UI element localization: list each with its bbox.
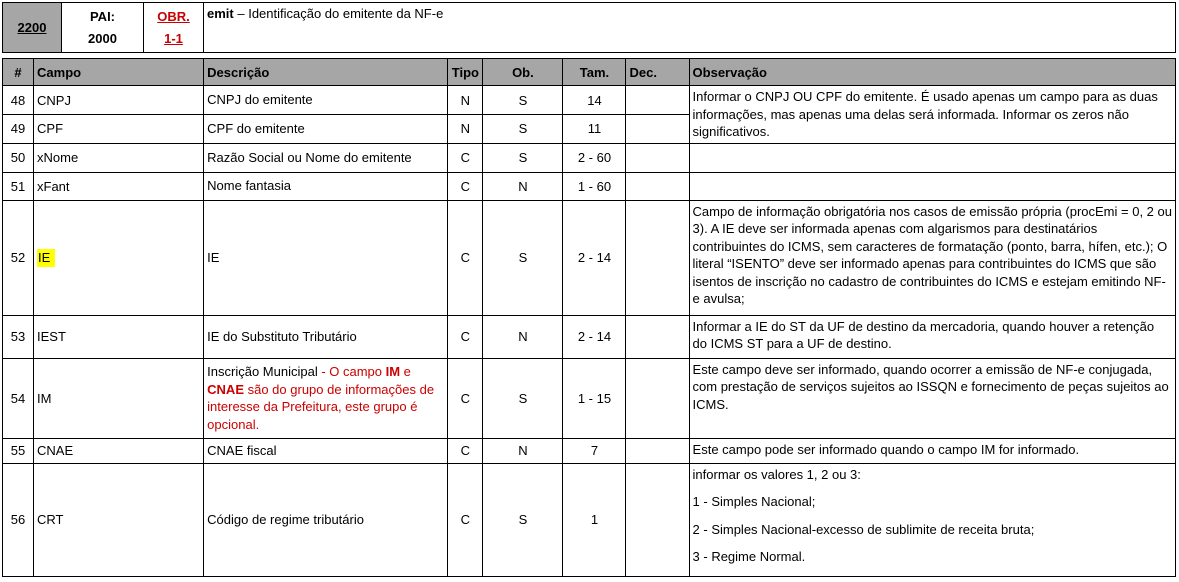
- row-number: 49: [3, 115, 34, 143]
- field-description: Razão Social ou Nome do emitente: [204, 143, 448, 172]
- field-observation: [689, 172, 1175, 200]
- column-header-num: #: [3, 59, 34, 86]
- field-description: Nome fantasia: [204, 172, 448, 200]
- field-name: xNome: [34, 143, 204, 172]
- row-number: 51: [3, 172, 34, 200]
- field-type: C: [448, 200, 483, 315]
- row-number: 50: [3, 143, 34, 172]
- row-number: 53: [3, 315, 34, 358]
- field-type: N: [448, 86, 483, 115]
- description-text: Inscrição Municipal: [207, 364, 322, 379]
- field-size: 1: [563, 463, 626, 576]
- field-observation: Campo de informação obrigatória nos casos de emissão própria (procEmi = 0, 2 ou 3). A IE deve ser informada apenas com algarismos para destinatários contribuintes do ICMS, sem caracteres de formatação (ponto, barra, hífen, etc.); O literal “ISENTO” deve ser informado apenas para contribuintes do ICMS que são isentos de inscrição no cadastro de contribuintes do ICMS e estejam emitindo NF-e avulsa;: [689, 200, 1175, 315]
- row-number: 54: [3, 358, 34, 438]
- obr-value: 1-1: [164, 31, 183, 46]
- field-size: 2 - 60: [563, 143, 626, 172]
- field-required: S: [483, 115, 563, 143]
- field-size: 11: [563, 115, 626, 143]
- fields-table: [2, 58, 1176, 577]
- table-row: [3, 358, 1176, 438]
- field-type: C: [448, 143, 483, 172]
- field-observation: Este campo deve ser informado, quando ocorrer a emissão de NF-e conjugada, com prestação de serviços sujeitos ao ISSQN e fornecimento de peças sujeitos ao ICMS.: [689, 358, 1175, 438]
- field-decimals: [626, 172, 689, 200]
- field-decimals: [626, 143, 689, 172]
- row-number: 56: [3, 463, 34, 576]
- field-decimals: [626, 86, 689, 115]
- field-required: S: [483, 143, 563, 172]
- field-description: CNAE fiscal: [204, 438, 448, 463]
- field-size: 1 - 15: [563, 358, 626, 438]
- group-header-band: [2, 2, 1176, 53]
- field-decimals: [626, 315, 689, 358]
- field-decimals: [626, 358, 689, 438]
- field-name: CNPJ: [34, 86, 204, 115]
- group-tag: emit: [207, 6, 234, 21]
- table-body: [3, 86, 1176, 577]
- table-row: [3, 143, 1176, 172]
- field-decimals: [626, 200, 689, 315]
- column-header-campo: Campo: [34, 59, 204, 86]
- obr-label: OBR.: [157, 9, 190, 24]
- column-header-dec: Dec.: [626, 59, 689, 86]
- field-size: 2 - 14: [563, 315, 626, 358]
- field-observation: Este campo pode ser informado quando o campo IM for informado.: [689, 438, 1175, 463]
- table-row: [3, 172, 1176, 200]
- field-size: 1 - 60: [563, 172, 626, 200]
- field-required: S: [483, 200, 563, 315]
- field-description: IE do Substituto Tributário: [204, 315, 448, 358]
- field-required: S: [483, 463, 563, 576]
- field-decimals: [626, 438, 689, 463]
- column-header-ob: Ob.: [483, 59, 563, 86]
- description-red-note: CNAE: [207, 381, 244, 397]
- field-required: S: [483, 358, 563, 438]
- table-header-row: [3, 59, 1176, 86]
- pai-value: 2000: [88, 31, 117, 46]
- field-name: CRT: [34, 463, 204, 576]
- group-id-cell: [2, 2, 62, 53]
- description-red-note: e: [400, 364, 411, 379]
- field-name: [34, 200, 204, 315]
- field-description: CNPJ do emitente: [204, 86, 448, 115]
- field-name: CPF: [34, 115, 204, 143]
- row-number: 52: [3, 200, 34, 315]
- observation-paragraph: 3 - Regime Normal.: [692, 549, 806, 564]
- row-number: 48: [3, 86, 34, 115]
- field-type: C: [448, 315, 483, 358]
- field-observation: Informar a IE do ST da UF de destino da mercadoria, quando houver a retenção do ICMS ST para a UF de destino.: [689, 315, 1175, 358]
- field-observation: [689, 143, 1175, 172]
- observation-paragraph: 2 - Simples Nacional-excesso de sublimite de receita bruta;: [692, 521, 1035, 537]
- field-name: IEST: [34, 315, 204, 358]
- field-size: 14: [563, 86, 626, 115]
- column-header-descricao: Descrição: [204, 59, 448, 86]
- field-type: C: [448, 172, 483, 200]
- field-required: N: [483, 172, 563, 200]
- table-row: [3, 200, 1176, 315]
- field-type: C: [448, 463, 483, 576]
- field-type: C: [448, 438, 483, 463]
- occurrence-cell: [144, 2, 204, 53]
- group-title-cell: [204, 2, 1176, 53]
- column-header-tipo: Tipo: [448, 59, 483, 86]
- field-decimals: [626, 463, 689, 576]
- observation-paragraph: 1 - Simples Nacional;: [692, 494, 816, 509]
- field-size: 7: [563, 438, 626, 463]
- field-name: xFant: [34, 172, 204, 200]
- description-red-note: - O campo: [321, 364, 386, 379]
- field-description: Código de regime tributário: [204, 463, 448, 576]
- highlighted-field-name: IE: [37, 249, 55, 267]
- field-observation: [689, 463, 1175, 576]
- table-header: [3, 59, 1176, 86]
- column-header-observacao: Observação: [689, 59, 1175, 86]
- field-description: IE: [204, 200, 448, 315]
- field-observation: Informar o CNPJ OU CPF do emitente. É usado apenas um campo para as duas informações, mas apenas uma delas será informada. Informar os zeros não significativos.: [689, 86, 1175, 144]
- group-id: 2200: [17, 20, 47, 35]
- column-header-tam: Tam.: [563, 59, 626, 86]
- pai-label: PAI:: [89, 9, 116, 24]
- description-red-note: são do grupo de informações de interesse da Prefeitura, este grupo é opcional.: [207, 381, 435, 432]
- parent-group-cell: [62, 2, 144, 53]
- field-description: CPF do emitente: [204, 115, 448, 143]
- table-row: [3, 86, 1176, 115]
- group-title: – Identificação do emitente da NF-e: [237, 6, 444, 21]
- field-required: S: [483, 86, 563, 115]
- table-row: [3, 315, 1176, 358]
- field-name: IM: [34, 358, 204, 438]
- description-red-note: IM: [385, 364, 401, 379]
- table-row: [3, 438, 1176, 463]
- field-decimals: [626, 115, 689, 143]
- field-required: N: [483, 315, 563, 358]
- observation-paragraph: informar os valores 1, 2 ou 3:: [692, 466, 861, 482]
- field-description: [204, 358, 448, 438]
- field-required: N: [483, 438, 563, 463]
- table-row: [3, 463, 1176, 576]
- row-number: 55: [3, 438, 34, 463]
- field-name: CNAE: [34, 438, 204, 463]
- field-size: 2 - 14: [563, 200, 626, 315]
- field-type: C: [448, 358, 483, 438]
- field-type: N: [448, 115, 483, 143]
